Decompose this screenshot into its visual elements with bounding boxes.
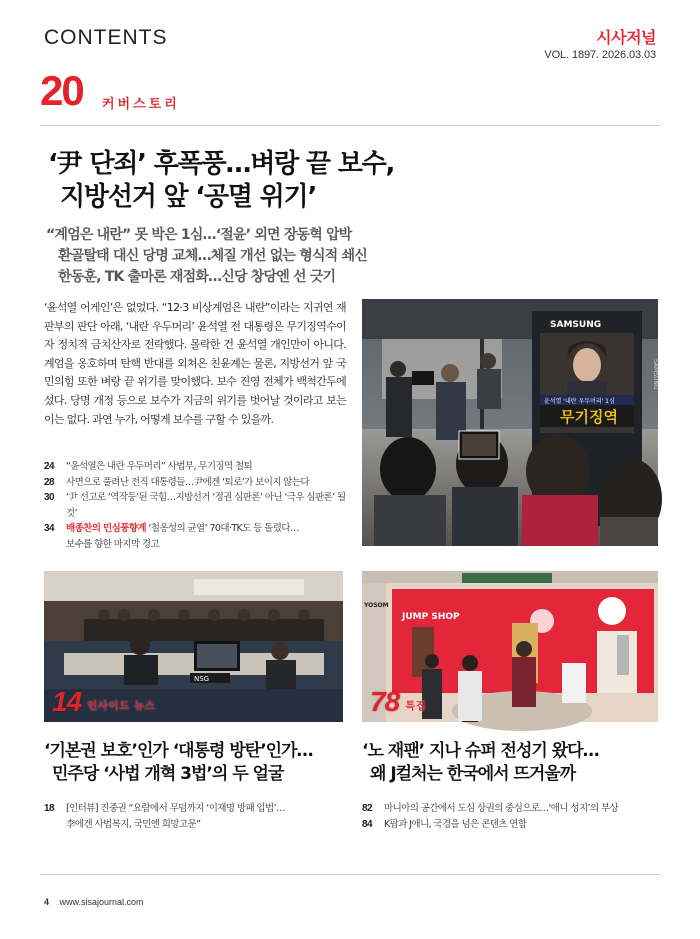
feature-a-photo[interactable]	[44, 571, 343, 722]
item-title-text: ‘철옹성의 균열’ 70대·TK도 등 돌렸다…	[145, 523, 299, 534]
magazine-logo[interactable]: 시사저널	[596, 28, 656, 47]
broadcast-caption: 윤석열 '내란 우두머리' 1심	[544, 398, 615, 405]
side-brand: SAMSUNG	[652, 359, 659, 390]
item-page-number: 30	[44, 492, 54, 503]
nameplate-text: NSG	[194, 675, 210, 683]
feature-b-title-line-1: ‘노 재팬’ 지나 슈퍼 전성기 왔다…	[362, 741, 599, 761]
subhead-line-3: 한동훈, TK 출마론 재점화…신당 창당엔 선 긋기	[58, 269, 336, 285]
item-title	[66, 521, 354, 537]
feature-a-title-line-2: 민주당 ‘사법 개혁 3법’의 두 얼굴	[52, 764, 284, 784]
item-page-number: 18	[44, 803, 54, 814]
website-link[interactable]: www.sisajournal.com	[59, 897, 144, 907]
headline-line-2: 지방선거 앞 ‘공멸 위기’	[60, 182, 317, 212]
subhead-line-2: 환골탈태 대신 당명 교체…체질 개선 없는 형식적 쇄신	[58, 248, 367, 264]
shop-logo: JUMP SHOP	[402, 612, 460, 622]
list-item[interactable]	[44, 521, 354, 537]
page-footer	[44, 897, 144, 907]
volume-date: VOL. 1897. 2026.03.03	[544, 49, 656, 61]
feature-a-page-number[interactable]: 14	[52, 686, 82, 717]
item-title: K팝과 J애니, 국경을 넘은 콘텐츠 연합	[384, 818, 527, 830]
feature-a-tag	[52, 688, 155, 716]
section-title: CONTENTS	[44, 26, 168, 49]
feature-a-section-label: 인사이드 뉴스	[87, 700, 156, 712]
subhead-line-1: “계엄은 내란” 못 박은 1심…‘절윤’ 외면 장동혁 압박	[46, 227, 352, 243]
cover-lead-paragraph: ‘윤석열 어게인’은 없었다. “12·3 비상계엄은 내란”이라는 지귀연 재판부의 판단 아래, ‘내란 우두머리’ 윤석열 전 대통령은 무기징역수이자 정치적 금치산자로 전락했다. 몰락한 건 윤석열 개인만이 아니다. 계엄을 옹호하며 탄핵 반대를 외쳐온 친윤계는 물론, 지방선거 앞 국민의힘 또한 벼랑 끝 위기를 맞이했다. 보수 진영 전체가 백척간두에 섰다. 당명 개정 등으로 보수가 지금의 위기를 벗어날 것이라고 보는 이는 없다. 과연 누가, 어떻게 보수를 구할 수 있을까.	[44, 301, 346, 426]
feature-b-related-list	[362, 801, 662, 832]
feature-b-title-line-2: 왜 J컬처는 한국에서 뜨거울까	[370, 764, 576, 784]
item-page-number: 34	[44, 523, 54, 534]
feature-b-section-label: 특집	[405, 700, 427, 712]
feature-b-title[interactable]	[362, 740, 662, 786]
cover-subhead	[46, 225, 446, 288]
item-title: [인터뷰] 진중권 “요람에서 무덤까지 ‘이재명 방패 입법’…	[66, 803, 285, 814]
item-title-continued: 보수를 향한 마지막 경고	[66, 538, 160, 550]
headline-line-1: ‘尹 단죄’ 후폭풍…벼랑 끝 보수,	[48, 149, 395, 179]
cover-photo[interactable]	[362, 299, 658, 546]
list-item[interactable]	[44, 801, 344, 817]
feature-a-title[interactable]	[44, 740, 344, 786]
list-item-continued	[44, 537, 354, 553]
item-page-number: 28	[44, 476, 54, 488]
list-item-continued	[44, 817, 344, 833]
item-page-number: 82	[362, 803, 372, 814]
cover-headline[interactable]	[48, 148, 468, 214]
list-item[interactable]	[362, 817, 662, 833]
feature-a-related-list	[44, 801, 344, 832]
feature-a-title-line-1: ‘기본권 보호’인가 ‘대통령 방탄’인가…	[44, 741, 313, 761]
column-name: 배종찬의 민심풍향계	[66, 523, 146, 534]
item-title-continued: 李에겐 사법복지, 국민엔 희망고문”	[66, 818, 201, 830]
broadcast-headline: 무기징역	[560, 408, 618, 426]
divider	[40, 874, 660, 875]
list-item[interactable]	[44, 459, 354, 475]
divider	[40, 125, 660, 126]
list-item[interactable]	[44, 490, 354, 521]
feature-b-photo[interactable]	[362, 571, 658, 722]
feature-b-page-number[interactable]: 78	[370, 686, 400, 717]
page-number: 4	[44, 897, 50, 907]
list-item[interactable]	[44, 475, 354, 491]
item-title: “윤석열은 내란 우두머리” 사법부, 무기징역 철퇴	[66, 461, 253, 472]
cover-page-number[interactable]: 20	[40, 67, 83, 114]
item-title: 마니아의 공간에서 도심 상권의 중심으로…‘애니 성지’의 부상	[384, 803, 619, 814]
item-page-number: 84	[362, 818, 372, 830]
feature-b-tag	[370, 688, 426, 716]
monitor-brand: SAMSUNG	[550, 320, 602, 330]
cover-section-label: 커버스토리	[102, 97, 180, 112]
cover-related-list	[44, 459, 354, 552]
store-sign: YOSOM	[364, 602, 389, 609]
item-page-number: 24	[44, 461, 54, 472]
item-title: ‘尹 선고로 ‘역작둥’된 국힘…지방선거 ‘정권 심판론’ 아닌 ‘극우 심판론’ 될 것’	[66, 492, 346, 519]
station-broadcast-photo	[362, 299, 658, 546]
item-title: 사면으로 풀려난 전직 대통령들…尹에겐 ‘퇴로’가 보이지 않는다	[66, 476, 310, 488]
list-item[interactable]	[362, 801, 662, 817]
